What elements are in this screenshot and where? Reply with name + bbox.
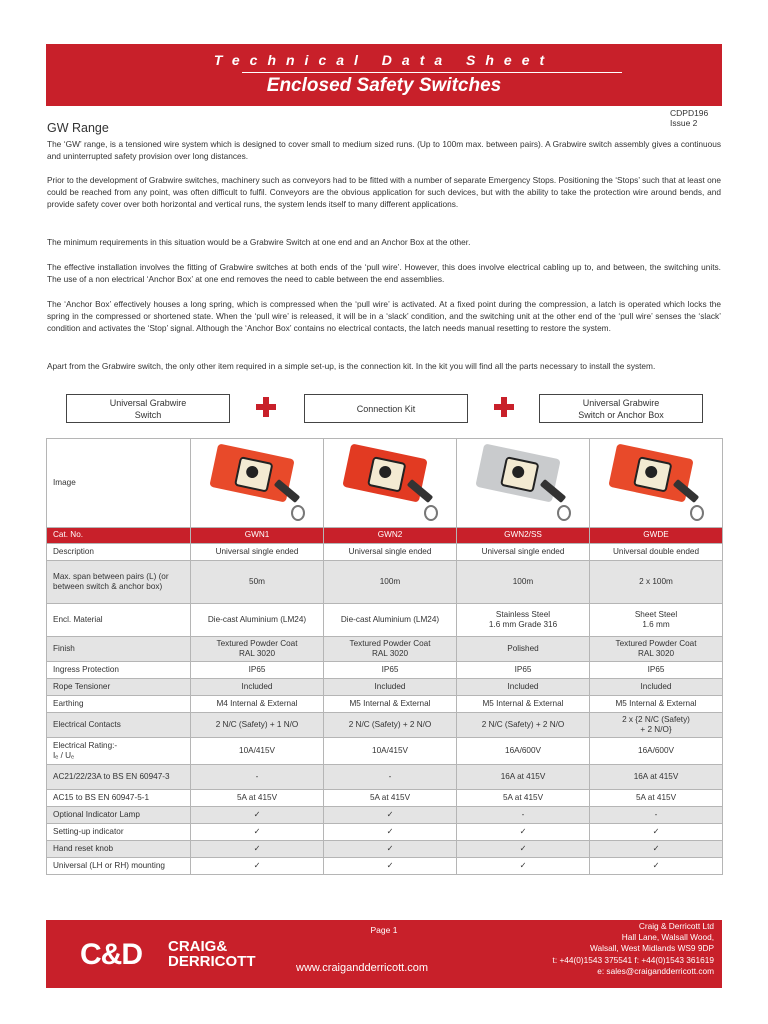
spec-row	[47, 662, 723, 679]
connection-kit-paragraph: Apart from the Grabwire switch, the only other item required in a simple set-up, is the connection kit. In the kit you will find all the parts necessary to install the system.	[47, 361, 656, 371]
address-line: t: +44(0)1543 375541 f: +44(0)1543 361619	[552, 954, 714, 965]
row-label: Hand reset knob	[47, 841, 191, 858]
spec-row	[47, 858, 723, 875]
kit-item-label: Connection Kit	[356, 403, 416, 414]
spec-value: Textured Powder Coat RAL 3020	[324, 637, 457, 662]
spec-value: Textured Powder Coat RAL 3020	[191, 637, 324, 662]
spec-value: Textured Powder Coat RAL 3020	[590, 637, 723, 662]
installation-paragraph: The effective installation involves the fitting of Grabwire switches at both ends of the ‘pull wire’. However, this does involve electrical cabling up to, and between, the switching units. The use of a non electrical ‘Anchor Box’ at one end removes the need to cable between the end assemblies.	[47, 262, 721, 285]
row-label: AC15 to BS EN 60947-5-1	[47, 790, 191, 807]
spec-value: M5 Internal & External	[324, 696, 457, 713]
specification-table-body	[47, 439, 723, 875]
spec-value: Universal single ended	[191, 544, 324, 561]
spec-value: 5A at 415V	[324, 790, 457, 807]
spec-value: IP65	[191, 662, 324, 679]
spec-row	[47, 790, 723, 807]
spec-value: ✓	[590, 841, 723, 858]
product-image-gwn1	[201, 443, 313, 523]
spec-value: 10A/415V	[324, 738, 457, 765]
spec-value: -	[590, 807, 723, 824]
spec-value: 10A/415V	[191, 738, 324, 765]
product-image-cell	[324, 439, 457, 528]
product-image-cell	[191, 439, 324, 528]
row-label: AC21/22/23A to BS EN 60947-3	[47, 765, 191, 790]
product-image-gwde	[600, 443, 712, 523]
catalogue-number-row	[47, 528, 723, 544]
spec-value: Universal single ended	[324, 544, 457, 561]
spec-value: Die-cast Aluminium (LM24)	[191, 604, 324, 637]
doc-code: CDPD196	[670, 108, 709, 118]
address-line: Hall Lane, Walsall Wood,	[621, 932, 714, 943]
image-row	[47, 439, 723, 528]
spec-value: ✓	[590, 858, 723, 875]
spec-value: -	[191, 765, 324, 790]
spec-value: 5A at 415V	[590, 790, 723, 807]
row-label: Max. span between pairs (L) (or between switch & anchor box)	[47, 561, 191, 604]
switch-enclosure-icon	[209, 443, 294, 502]
spec-value: Universal double ended	[590, 544, 723, 561]
kit-item-label: Switch	[134, 409, 162, 420]
spec-value: ✓	[324, 807, 457, 824]
spec-value: ✓	[324, 824, 457, 841]
row-label: Universal (LH or RH) mounting	[47, 858, 191, 875]
row-label: Cat. No.	[47, 528, 191, 544]
title-banner	[46, 44, 722, 106]
spec-value: 2 N/C (Safety) + 1 N/O	[191, 713, 324, 738]
spec-row	[47, 824, 723, 841]
kit-item-connection-kit	[304, 394, 468, 423]
spec-row	[47, 561, 723, 604]
spec-row	[47, 713, 723, 738]
row-label: Image	[47, 439, 191, 528]
row-label: Rope Tensioner	[47, 679, 191, 696]
plus-icon	[256, 397, 276, 417]
doc-issue: Issue 2	[670, 118, 698, 128]
rope-hook-icon	[424, 505, 438, 521]
row-label: Description	[47, 544, 191, 561]
switch-enclosure-icon	[475, 443, 560, 502]
spec-value: 50m	[191, 561, 324, 604]
logo-line: CRAIG&	[168, 938, 228, 955]
kit-item-grabwire-switch	[66, 394, 230, 423]
spec-row	[47, 738, 723, 765]
page-number: Page 1	[370, 925, 398, 935]
row-label: Earthing	[47, 696, 191, 713]
spec-value: ✓	[457, 841, 590, 858]
logo-line: DERRICOTT	[168, 953, 256, 970]
spec-value: 5A at 415V	[191, 790, 324, 807]
spec-value: Polished	[457, 637, 590, 662]
spec-row	[47, 807, 723, 824]
spec-value: 100m	[324, 561, 457, 604]
spec-row	[47, 679, 723, 696]
address-line[interactable]: e: sales@craigandderricott.com	[597, 965, 714, 976]
rope-hook-icon	[557, 505, 571, 521]
spec-row	[47, 696, 723, 713]
spec-value: Included	[590, 679, 723, 696]
spec-value: M5 Internal & External	[457, 696, 590, 713]
catalogue-number: GWN2/SS	[457, 528, 590, 544]
spec-value: Sheet Steel 1.6 mm	[590, 604, 723, 637]
company-logo-wordmark	[168, 939, 256, 969]
spec-value: 2 N/C (Safety) + 2 N/O	[457, 713, 590, 738]
spec-value: ✓	[590, 824, 723, 841]
company-logo-mark: C&D	[80, 938, 142, 971]
spec-value: ✓	[191, 841, 324, 858]
website-link[interactable]: www.craigandderricott.com	[296, 962, 429, 974]
rope-hook-icon	[291, 505, 305, 521]
spec-value: 16A at 415V	[590, 765, 723, 790]
row-label: Setting-up indicator	[47, 824, 191, 841]
spec-value: IP65	[590, 662, 723, 679]
kit-item-label: Universal Grabwire	[582, 397, 660, 408]
plus-icon	[494, 397, 514, 417]
row-label: Electrical Contacts	[47, 713, 191, 738]
spec-value: Included	[457, 679, 590, 696]
company-address	[553, 921, 714, 977]
spec-value: ✓	[324, 841, 457, 858]
row-label: Encl. Material	[47, 604, 191, 637]
spec-value: ✓	[457, 858, 590, 875]
section-title: GW Range	[47, 121, 109, 135]
kit-item-label: Universal Grabwire	[109, 397, 187, 408]
spec-value: 2 x 100m	[590, 561, 723, 604]
product-title: Enclosed Safety Switches	[266, 75, 502, 96]
catalogue-number: GWN2	[324, 528, 457, 544]
spec-value: 16A/600V	[457, 738, 590, 765]
row-label: Optional Indicator Lamp	[47, 807, 191, 824]
row-label: Electrical Rating:- Iₑ / Uₑ	[47, 738, 191, 765]
spec-value: ✓	[457, 824, 590, 841]
product-image-gwn2	[334, 443, 446, 523]
catalogue-number: GWDE	[590, 528, 723, 544]
rope-hook-icon	[690, 505, 704, 521]
spec-value: IP65	[457, 662, 590, 679]
spec-value: -	[324, 765, 457, 790]
spec-row	[47, 604, 723, 637]
spec-value: IP65	[324, 662, 457, 679]
history-paragraph: Prior to the development of Grabwire switches, machinery such as conveyors had to be fitted with a number of separate Emergency Stops. Positioning the ‘Stops’ such that at least one could be reached from any point, was often difficult to fulfil. Conveyors are the obvious application for such devices, but with the ability to take the protection wire around bends, and provide safety cover over both horizontal and vertical runs, the system lends itself to many different applications.	[47, 175, 721, 210]
spec-value: M5 Internal & External	[590, 696, 723, 713]
catalogue-number: GWN1	[191, 528, 324, 544]
spec-row	[47, 637, 723, 662]
doc-type-title: Technical Data Sheet	[213, 52, 555, 68]
spec-value: ✓	[191, 824, 324, 841]
spec-row	[47, 544, 723, 561]
switch-enclosure-icon	[342, 443, 427, 502]
address-line: Walsall, West Midlands WS9 9DP	[589, 943, 714, 954]
product-image-gwn2-ss	[467, 443, 579, 523]
specification-table	[46, 438, 723, 875]
spec-value: 2 x {2 N/C (Safety) + 2 N/O}	[590, 713, 723, 738]
spec-value: Universal single ended	[457, 544, 590, 561]
spec-value: 2 N/C (Safety) + 2 N/O	[324, 713, 457, 738]
row-label: Ingress Protection	[47, 662, 191, 679]
spec-value: ✓	[191, 807, 324, 824]
spec-value: -	[457, 807, 590, 824]
spec-row	[47, 841, 723, 858]
spec-value: 100m	[457, 561, 590, 604]
spec-value: ✓	[324, 858, 457, 875]
row-label: Finish	[47, 637, 191, 662]
kit-item-label: Switch or Anchor Box	[578, 409, 664, 420]
kit-item-switch-or-anchor	[539, 394, 703, 423]
address-line: Craig & Derricott Ltd	[638, 921, 714, 931]
spec-value: 16A at 415V	[457, 765, 590, 790]
spec-value: 5A at 415V	[457, 790, 590, 807]
switch-enclosure-icon	[608, 443, 693, 502]
banner-rule	[242, 72, 622, 73]
intro-paragraph: The ‘GW’ range, is a tensioned wire system which is designed to cover small to medium sized runs. (Up to 100m max. between pairs). A Grabwire switch assembly gives a continuous and uninterrupted safety provision over long distances.	[47, 139, 721, 162]
spec-value: Included	[191, 679, 324, 696]
spec-row	[47, 765, 723, 790]
spec-value: Stainless Steel 1.6 mm Grade 316	[457, 604, 590, 637]
spec-value: ✓	[191, 858, 324, 875]
anchor-box-paragraph: The ‘Anchor Box’ effectively houses a long spring, which is compressed when the ‘pull wire’ is activated. At a fixed point during the compression, a latch is operated which locks the spring in the compressed or shortened state. When the ‘pull wire’ is released, it will be in a ‘slack’ condition, and the switching unit at the other end of the ‘pull wire’ senses the ‘slack’ condition and activates the ‘Stop’ signal. Although the ‘Anchor Box’ contains no electrical contacts, the latch needs manual resetting to restore the system.	[47, 299, 721, 334]
footer-banner	[46, 920, 722, 988]
spec-value: 16A/600V	[590, 738, 723, 765]
product-image-cell	[590, 439, 723, 528]
doc-reference	[670, 108, 714, 128]
requirements-paragraph: The minimum requirements in this situation would be a Grabwire Switch at one end and an Anchor Box at the other.	[47, 237, 471, 247]
product-image-cell	[457, 439, 590, 528]
spec-value: Included	[324, 679, 457, 696]
spec-value: Die-cast Aluminium (LM24)	[324, 604, 457, 637]
spec-value: M4 Internal & External	[191, 696, 324, 713]
